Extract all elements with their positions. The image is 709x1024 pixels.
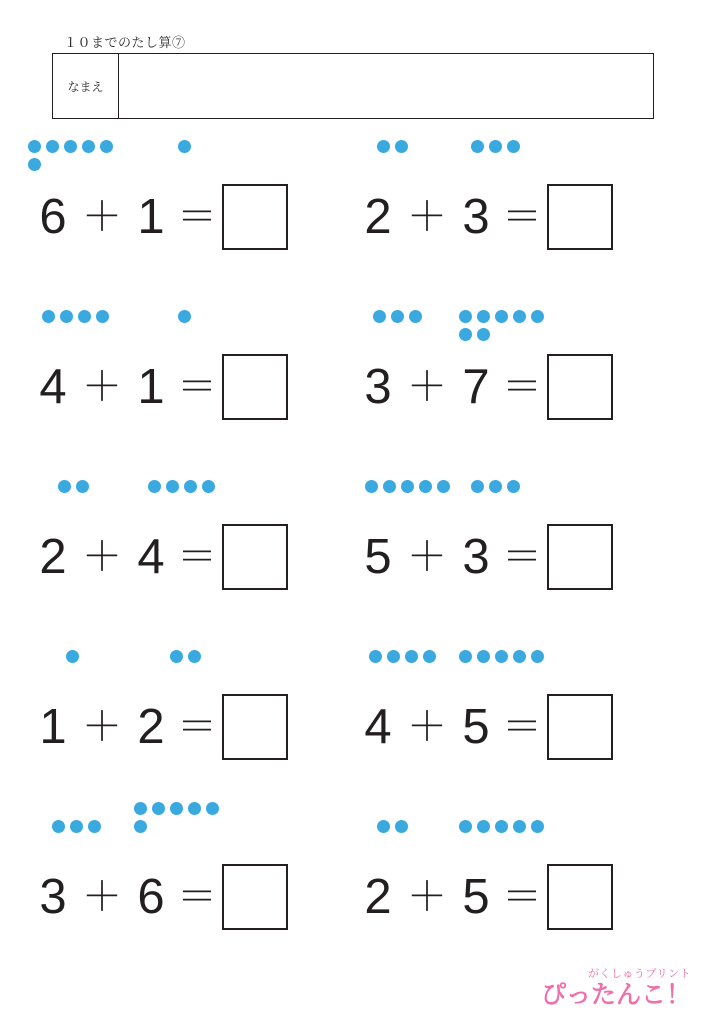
plus-sign: ＋ [82, 535, 122, 579]
counting-dot [477, 650, 490, 663]
dot-group-addend-b [471, 140, 591, 180]
answer-box[interactable] [547, 864, 613, 930]
addend-a: 5 [364, 529, 392, 584]
answer-box[interactable] [547, 354, 613, 420]
addend-b: 6 [137, 869, 165, 924]
plus-sign: ＋ [407, 535, 447, 579]
addend-a: 2 [39, 529, 67, 584]
problem-9 [30, 820, 350, 990]
expression [355, 182, 613, 252]
plus-sign: ＋ [82, 365, 122, 409]
plus-sign: ＋ [407, 365, 447, 409]
answer-box[interactable] [222, 864, 288, 930]
answer-box[interactable] [547, 524, 613, 590]
dot-group-addend-b [178, 310, 298, 350]
dot-group-addend-b [170, 650, 290, 690]
plus-sign: ＋ [82, 705, 122, 749]
counting-dot [471, 140, 484, 153]
problem-8 [355, 650, 685, 820]
site-logo [541, 969, 691, 1008]
problem-10 [355, 820, 685, 990]
plus-sign: ＋ [407, 195, 447, 239]
problem-row [0, 480, 709, 650]
counting-dot [395, 820, 408, 833]
dot-group-addend-b [134, 802, 254, 842]
answer-box[interactable] [547, 184, 613, 250]
counting-dot [202, 480, 215, 493]
counting-dot [206, 802, 219, 815]
counting-dot [58, 480, 71, 493]
dot-group-addend-b [178, 140, 298, 180]
counting-dot [369, 650, 382, 663]
addend-a: 4 [39, 359, 67, 414]
dot-group-addend-b [459, 650, 579, 690]
problem-row [0, 650, 709, 820]
page-title: １０までのたし算⑦ [64, 35, 186, 50]
dot-group-addend-a [42, 310, 162, 350]
problem-4 [355, 310, 685, 480]
plus-sign: ＋ [82, 875, 122, 919]
counting-dot [531, 650, 544, 663]
counting-dot [477, 328, 490, 341]
counting-dot [531, 310, 544, 323]
addend-a: 3 [39, 869, 67, 924]
equals-sign: ＝ [502, 705, 542, 749]
addend-a: 3 [364, 359, 392, 414]
addend-b: 5 [462, 699, 490, 754]
expression [30, 182, 288, 252]
counting-dot [152, 802, 165, 815]
plus-sign: ＋ [407, 875, 447, 919]
counting-dot [507, 140, 520, 153]
addend-a: 6 [39, 189, 67, 244]
dot-group-addend-b [471, 480, 591, 520]
counting-dot [489, 140, 502, 153]
addend-b: 3 [462, 529, 490, 584]
counting-dot [409, 310, 422, 323]
equals-sign: ＝ [502, 195, 542, 239]
counting-dot [377, 140, 390, 153]
counting-dot [387, 650, 400, 663]
addend-a: 2 [364, 869, 392, 924]
counting-dot [188, 650, 201, 663]
counting-dot [76, 480, 89, 493]
counting-dot [100, 140, 113, 153]
counting-dot [489, 480, 502, 493]
answer-box[interactable] [222, 354, 288, 420]
logo-wordmark: ぴったんこ！ [540, 981, 691, 1009]
counting-dot [28, 158, 41, 171]
expression [30, 522, 288, 592]
counting-dot [134, 802, 147, 815]
addend-b: 7 [462, 359, 490, 414]
addend-b: 1 [137, 359, 165, 414]
counting-dot [383, 480, 396, 493]
addend-b: 4 [137, 529, 165, 584]
dot-group-addend-a [28, 140, 148, 180]
expression [30, 862, 288, 932]
counting-dot [405, 650, 418, 663]
counting-dot [437, 480, 450, 493]
addend-b: 5 [462, 869, 490, 924]
counting-dot [46, 140, 59, 153]
counting-dot [423, 650, 436, 663]
counting-dot [166, 480, 179, 493]
counting-dot [477, 310, 490, 323]
counting-dot [78, 310, 91, 323]
expression [355, 352, 613, 422]
counting-dot [513, 310, 526, 323]
answer-box[interactable] [222, 694, 288, 760]
equals-sign: ＝ [502, 535, 542, 579]
counting-dot [377, 820, 390, 833]
counting-dot [70, 820, 83, 833]
expression [30, 352, 288, 422]
answer-box[interactable] [222, 184, 288, 250]
counting-dot [88, 820, 101, 833]
counting-dot [507, 480, 520, 493]
counting-dot [391, 310, 404, 323]
counting-dot [60, 310, 73, 323]
counting-dot [395, 140, 408, 153]
counting-dot [495, 310, 508, 323]
equals-sign: ＝ [502, 365, 542, 409]
counting-dot [184, 480, 197, 493]
counting-dot [134, 820, 147, 833]
problem-6 [355, 480, 685, 650]
expression [355, 522, 613, 592]
name-label: なまえ [53, 54, 119, 118]
counting-dot [459, 650, 472, 663]
equals-sign: ＝ [177, 535, 217, 579]
name-input-area[interactable] [119, 54, 653, 118]
counting-dot [513, 820, 526, 833]
counting-dot [459, 820, 472, 833]
problem-1 [30, 140, 350, 310]
dot-group-addend-a [66, 650, 186, 690]
problem-5 [30, 480, 350, 650]
problem-7 [30, 650, 350, 820]
addend-a: 2 [364, 189, 392, 244]
counting-dot [178, 310, 191, 323]
counting-dot [178, 140, 191, 153]
name-box [52, 53, 654, 119]
counting-dot [170, 802, 183, 815]
addend-a: 1 [39, 699, 67, 754]
dot-group-addend-a [365, 480, 485, 520]
counting-dot [148, 480, 161, 493]
counting-dot [471, 480, 484, 493]
counting-dot [66, 650, 79, 663]
equals-sign: ＝ [177, 195, 217, 239]
logo-tagline: がくしゅうプリント [587, 968, 691, 980]
addend-a: 4 [364, 699, 392, 754]
counting-dot [64, 140, 77, 153]
problem-row [0, 140, 709, 310]
counting-dot [365, 480, 378, 493]
answer-box[interactable] [222, 524, 288, 590]
counting-dot [459, 328, 472, 341]
problem-2 [355, 140, 685, 310]
counting-dot [495, 820, 508, 833]
counting-dot [82, 140, 95, 153]
problem-grid [0, 140, 709, 990]
equals-sign: ＝ [177, 875, 217, 919]
problem-3 [30, 310, 350, 480]
counting-dot [28, 140, 41, 153]
equals-sign: ＝ [177, 365, 217, 409]
counting-dot [96, 310, 109, 323]
counting-dot [531, 820, 544, 833]
addend-b: 3 [462, 189, 490, 244]
dot-group-addend-b [459, 820, 579, 860]
counting-dot [419, 480, 432, 493]
plus-sign: ＋ [82, 195, 122, 239]
counting-dot [52, 820, 65, 833]
dot-group-addend-b [148, 480, 268, 520]
problem-row [0, 310, 709, 480]
counting-dot [42, 310, 55, 323]
counting-dot [495, 650, 508, 663]
equals-sign: ＝ [177, 705, 217, 749]
counting-dot [477, 820, 490, 833]
expression [355, 692, 613, 762]
counting-dot [170, 650, 183, 663]
problem-row [0, 820, 709, 990]
plus-sign: ＋ [407, 705, 447, 749]
counting-dot [513, 650, 526, 663]
equals-sign: ＝ [502, 875, 542, 919]
counting-dot [373, 310, 386, 323]
addend-b: 1 [137, 189, 165, 244]
addend-b: 2 [137, 699, 165, 754]
expression [30, 692, 288, 762]
expression [355, 862, 613, 932]
counting-dot [401, 480, 414, 493]
answer-box[interactable] [547, 694, 613, 760]
counting-dot [188, 802, 201, 815]
counting-dot [459, 310, 472, 323]
dot-group-addend-b [459, 310, 579, 350]
